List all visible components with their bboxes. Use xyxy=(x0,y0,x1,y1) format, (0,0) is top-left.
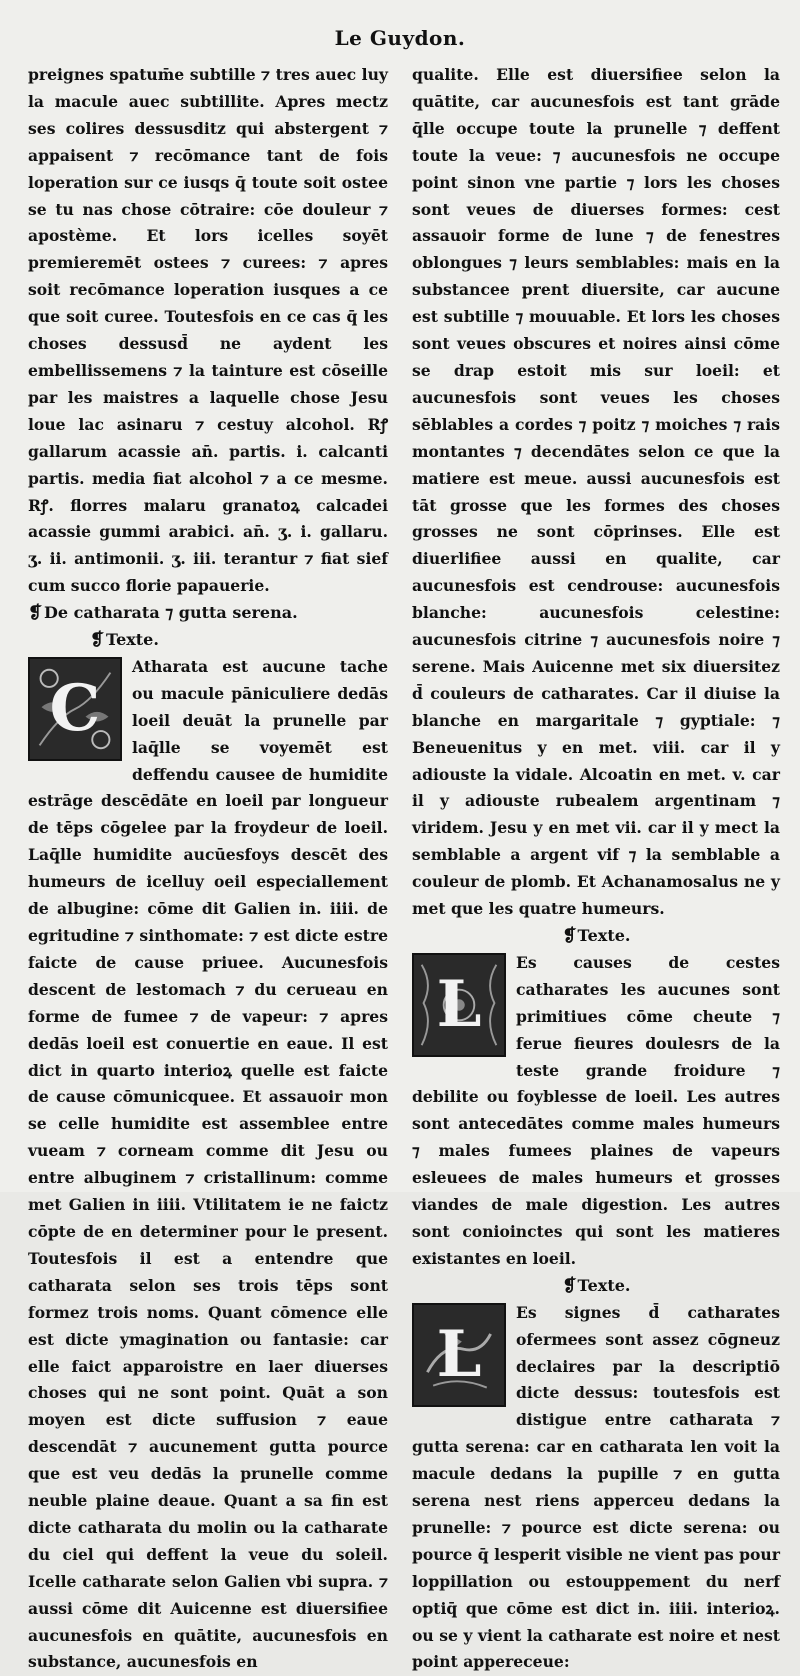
initial-letter: C xyxy=(49,671,101,747)
texte-label xyxy=(412,923,780,950)
texte-label-text: Texte. xyxy=(106,630,159,650)
right-column xyxy=(412,62,780,1672)
decorated-initial xyxy=(412,1303,506,1407)
texte-label-text: Texte. xyxy=(577,926,631,945)
decorated-initial xyxy=(28,657,122,761)
initial-letter: L xyxy=(436,967,482,1043)
decorated-initial xyxy=(412,953,506,1057)
pilcrow-icon: ❡ xyxy=(562,1275,577,1296)
texte-label xyxy=(412,1273,780,1300)
paragraph: preignes spatum̄e subtille ⁊ tres auec luy la macule auec subtillite. Apres mectz ses colires dessusditz qui abstergent ⁊ appaisent ⁊ recōmance tant de fois loperation sur ce iusqs q̄ toute soit ostee se tu nas chose cōtraire: cōe douleur ⁊ apostème. Et lors icelles soyēt premieremēt ostees ⁊ curees: ⁊ apres soit recōmance loperation iusques a ce que soit curee. Toutesfois en ce cas q̄ les choses dessusd̄ ne aydent les embellissemens ⁊ la tainture est cōseille par les maistres a laquelle chose Jesu loue lac asinaru ⁊ cestuy alcohol. Rꝭ gallarum acassie an̄. partis. i. calcanti partis. media fiat alcohol ⁊ a ce mesme. Rꝭ. florres malaru granatoꝝ calcadei acassie gummi arabici. an̄. ʒ. i. gallaru. ʒ. ii. antimonii. ʒ. iii. terantur ⁊ fiat sief cum succo florie papauerie. xyxy=(28,65,388,596)
text-section xyxy=(412,950,780,1273)
paragraph: Es causes de cestes catharates les aucunes sont primitiues cōme cheute ⁊ ferue fieures doulesrs de la teste grande froidure ⁊ debilite ou foyblesse de loeil. Les autres sont antecedātes comme males humeurs ⁊ males fumees plaines de vapeurs esleuees de males humeurs et grosses viandes de male digestion. Les autres sont conioinctes qui sont les matieres existantes en loeil. xyxy=(412,952,780,1268)
pilcrow-icon: ❡ xyxy=(28,603,43,624)
paragraph: qualite. Elle est diuersifiee selon la quātite, car aucunesfois est tant grāde q̄lle occupe toute la prunelle ⁊ deffent toute la veue: ⁊ aucunesfois ne occupe point sinon vne partie ⁊ lors les choses sont veues de diuerses formes: cest assauoir forme de lune ⁊ de fenestres oblongues ⁊ leurs semblables: mais en la substancee prent diuersite, car aucune est subtille ⁊ mouuable. Et lors les choses sont veues obscures et noires ainsi cōme se drap estoit mis sur loeil: et aucunesfois sont veues les choses sēblables a cordes ⁊ poitz ⁊ moiches ⁊ rais montantes ⁊ decendātes selon ce que la matiere est meue. aussi aucunesfois est tāt grosse que les formes des choses grosses ne sont cōprinses. Elle est diuerlifiee aussi en qualite, car aucunesfois est cendrouse: aucunesfois blanche: aucunesfois celestine: aucunesfois citrine ⁊ aucunesfois noire ⁊ serene. Mais Auicenne met six diuersitez d̄ couleurs de catharates. Car il diuise la blanche en margaritale ⁊ gyptiale: ⁊ Beneuenitus y en met. viii. car il y adiouste la vidale. Alcoatin en met. v. car il y adiouste rubealem argentinam ⁊ viridem. Jesu y en met vii. car il y mect la semblable a argent vif ⁊ la semblable a couleur de plomb. Et Achanamosalus ne y met que les quatre humeurs. xyxy=(412,65,780,919)
text-section xyxy=(412,1300,780,1676)
text-section xyxy=(28,654,388,1676)
left-column xyxy=(28,62,388,1672)
texte-label xyxy=(28,627,388,654)
running-header: Le Guydon. xyxy=(334,26,466,50)
paragraph: Atharata est aucune tache ou macule pāniculiere dedās loeil deuāt la prunelle par laq̄lle se voyemēt est deffendu causee de humidite estrāge descēdāte en loeil par longueur de tēps cōgelee par la froydeur de loeil. Laq̄lle humidite aucūesfoys descēt des humeurs de icelluy oeil especiallement de albugine: cōme dit Galien in. iiii. de egritudine ⁊ sinthomate: ⁊ est dicte estre faicte de cause priuee. Aucunesfois descent de lestomach ⁊ du cerueau en forme de fumee ⁊ de vapeur: ⁊ apres dedās loeil est conuertie en eaue. Il est dict in quarto interioꝝ quelle est faicte de cause cōmunicquee. Et assauoir mon se celle humidite est assemblee entre vueam ⁊ corneam comme dit Jesu ou entre albuginem ⁊ cristallinum: comme met Galien in iiii. Vtilitatem ie ne faictz cōpte de en determiner pour le present. Toutesfois il est a entendre que catharata selon ses trois tēps sont formez trois noms. Quant cōmence elle est dicte ymagination ou fantasie: car elle faict apparoistre en laer diuerses choses qui ne sont point. Quāt a son moyen est dicte suffusion ⁊ eaue descendāt ⁊ aucunement gutta pource que est veu dedās la prunelle comme neuble plaine deaue. Quant a sa fin est dicte catharata du molin ou la catharate du ciel qui deffent la veue du soleil. Icelle catharate selon Galien vbi supra. ⁊ aussi cōme dit Auicenne est diuersifiee aucunesfois en quātite, aucunesfois en substance, aucunesfois en xyxy=(28,656,388,1672)
pilcrow-icon: ❡ xyxy=(90,630,105,651)
section-heading-text: De catharata ⁊ gutta serena. xyxy=(44,603,298,623)
paragraph: Es signes d̄ catharates ofermees sont assez cōgneuz declaires par la descriptiō dicte dessus: toutesfois est distigue entre catharata ⁊ gutta serena: car en catharata len voit la macule dedans la pupille ⁊ en gutta serena nest riens apperceu dedans la prunelle: ⁊ pource est dicte serena: ou pource q̄ lesperit visible ne vient pas pour loppillation ou estouppement du nerf optiq̄ que cōme est dict in. iiii. interioꝝ. ou se y vient la catharate est noire et nest point appereceue: xyxy=(412,1302,780,1672)
section-heading xyxy=(28,600,388,627)
initial-letter: L xyxy=(436,1317,482,1393)
pilcrow-icon: ❡ xyxy=(562,926,577,946)
texte-label-text: Texte. xyxy=(577,1275,631,1295)
